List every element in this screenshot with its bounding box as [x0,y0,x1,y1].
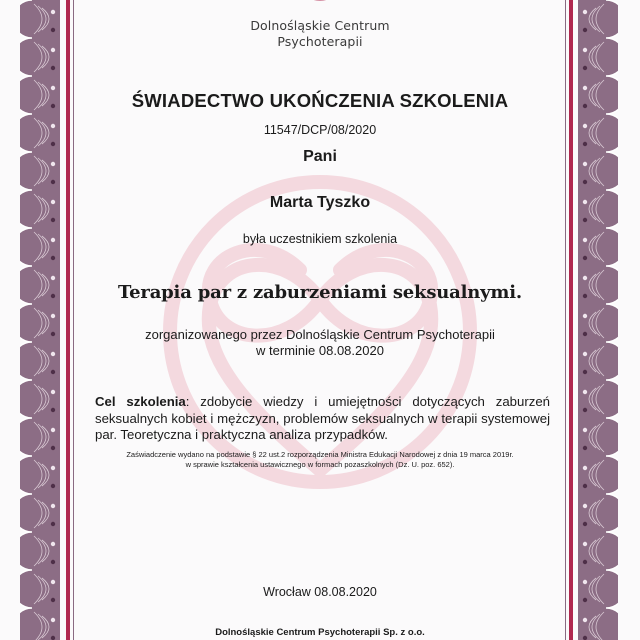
org-logo-text [0,18,640,50]
guilloche-border-right [578,0,618,640]
org-name-line2: Psychoterapii [277,34,363,49]
salutation: Pani [303,148,337,165]
course-term: w terminie 08.08.2020 [256,343,384,358]
legal-line-1: Zaświadczenie wydano na podstawie § 22 ust.2 rozporządzenia Ministra Edukacji Narodowej z dnia 19 marca 2019r. [126,450,514,459]
certificate-title: ŚWIADECTWO UKOŃCZENIA SZKOLENIA [131,90,509,111]
course-title: Terapia par z zaburzeniami seksualnymi. [118,282,522,303]
legal-basis [80,450,560,470]
organizer-info [80,327,560,359]
goal-text: : zdobycie wiedzy i umiejętności dotyczących zaburzeń seksualnych kobiet i mężczyzn, problemów seksualnych w terapii systemowej par. Teoretyczna i praktyczna analiza przypadków. [95,394,551,442]
border-line-thin-left [73,0,74,640]
participation-text: była uczestnikiem szkolenia [242,232,398,246]
guilloche-border-left [20,0,60,640]
certificate-number: 11547/DCP/08/2020 [263,123,377,137]
recipient-name: Marta Tyszko [269,194,371,211]
border-line-red-left [66,0,70,640]
border-line-thin-right [565,0,566,640]
issuer-company: Dolnośląskie Centrum Psychoterapii Sp. z o.o. [215,627,425,638]
legal-line-2: w sprawie kształcenia ustawicznego w formach pozaszkolnych (Dz. U. poz. 652). [185,460,455,469]
place-date: Wrocław 08.08.2020 [263,585,377,599]
goal-label: Cel szkolenia [95,394,186,409]
circle-logo-icon [282,0,358,8]
org-name-line1: Dolnośląskie Centrum [250,18,390,33]
course-goal [95,394,550,444]
organized-by: zorganizowanego przez Dolnośląskie Centrum Psychoterapii [145,327,495,342]
border-line-red-right [569,0,573,640]
